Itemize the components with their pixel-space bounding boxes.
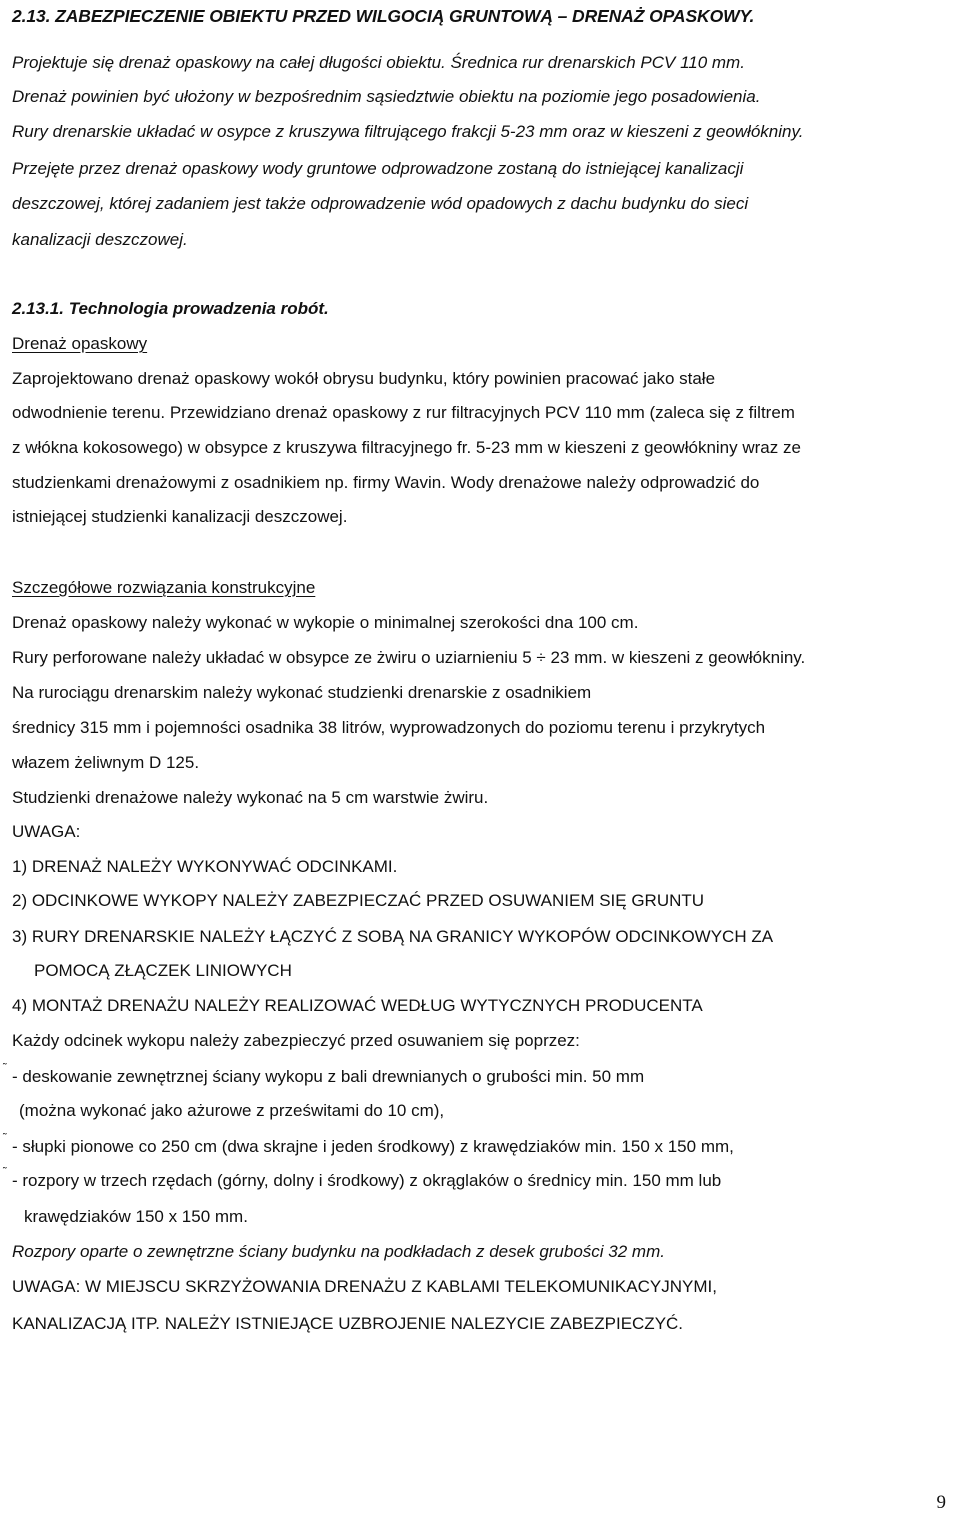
protection-intro: Każdy odcinek wykopu należy zabezpieczyć przed osuwaniem się poprzez: <box>12 1031 580 1050</box>
intro-line-3: Rury drenarskie układać w osypce z kruszywa filtrującego frakcji 5-23 mm oraz w kieszeni z geowłókniny. <box>12 122 804 141</box>
bullet-1-line-1: - deskowanie zewnętrznej ściany wykopu z bali drewnianych o grubości min. 50 mm <box>12 1067 645 1086</box>
closing-line-3: KANALIZACJĄ ITP. NALEŻY ISTNIEJĄCE UZBROJENIE NALEZYCIE ZABEZPIECZYĆ. <box>12 1314 684 1333</box>
detail-line-3: Na rurociągu drenarskim należy wykonać studzienki drenarskie z osadnikiem <box>12 683 592 702</box>
detail-line-5: włazem żeliwnym D 125. <box>12 753 200 772</box>
page-number: 9 <box>936 1492 946 1513</box>
warning-label: UWAGA: <box>12 822 81 841</box>
detail-line-2: Rury perforowane należy układać w obsypce ze żwiru o uziarnieniu 5 ÷ 23 mm. w kieszeni z geowłókniny. <box>12 648 806 667</box>
drain-line-2: odwodnienie terenu. Przewidziano drenaż opaskowy z rur filtracyjnych PCV 110 mm (zaleca się z filtrem <box>12 403 795 422</box>
detail-line-6: Studzienki drenażowe należy wykonać na 5 cm warstwie żwiru. <box>12 788 489 807</box>
drain-line-5: istniejącej studzienki kanalizacji deszczowej. <box>12 507 348 526</box>
bullet-2-line-1: - słupki pionowe co 250 cm (dwa skrajne i jeden środkowy) z krawędziaków min. 150 x 150 mm, <box>12 1137 734 1156</box>
intro-line-5: deszczowej, której zadaniem jest także odprowadzenie wód opadowych z dachu budynku do sieci <box>12 194 749 213</box>
drain-line-1: Zaprojektowano drenaż opaskowy wokół obrysu budynku, który powinien pracować jako stałe <box>12 369 716 388</box>
intro-line-4: Przejęte przez drenaż opaskowy wody gruntowe odprowadzone zostaną do istniejącej kanalizacji <box>12 159 744 178</box>
detail-line-1: Drenaż opaskowy należy wykonać w wykopie o minimalnej szerokości dna 100 cm. <box>12 613 639 632</box>
closing-line-1: Rozpory oparte o zewnętrzne ściany budynku na podkładach z desek grubości 32 mm. <box>12 1242 665 1261</box>
closing-line-2: UWAGA: W MIEJSCU SKRZYŻOWANIA DRENAŻU Z KABLAMI TELEKOMUNIKACYJNYMI, <box>12 1277 717 1296</box>
intro-line-1: Projektuje się drenaż opaskowy na całej długości obiektu. Średnica rur drenarskich PCV 110 mm. <box>12 53 745 72</box>
section-heading: 2.13. ZABEZPIECZENIE OBIEKTU PRZED WILGOCIĄ GRUNTOWĄ – DRENAŻ OPASKOWY. <box>12 6 755 26</box>
warning-item-1: 1) DRENAŻ NALEŻY WYKONYWAĆ ODCINKAMI. <box>12 857 398 876</box>
detail-heading: Szczegółowe rozwiązania konstrukcyjne <box>12 578 316 597</box>
bullet-3-line-1: - rozpory w trzech rzędach (górny, dolny i środkowy) z okrąglaków o średnicy min. 150 mm lub <box>12 1171 722 1190</box>
warning-item-3-continued: POMOCĄ ZŁĄCZEK LINIOWYCH <box>34 961 292 980</box>
intro-line-6: kanalizacji deszczowej. <box>12 230 188 249</box>
bullet-mark-2: ˜ <box>3 1132 7 1144</box>
drain-line-4: studzienkami drenażowymi z osadnikiem np. firmy Wavin. Wody drenażowe należy odprowadzić do <box>12 473 760 492</box>
warning-item-3: 3) RURY DRENARSKIE NALEŻY ŁĄCZYĆ Z SOBĄ NA GRANICY WYKOPÓW ODCINKOWYCH ZA <box>12 927 774 946</box>
drain-line-3: z włókna kokosowego) w obsypce z kruszywa filtracyjnego fr. 5-23 mm w kieszeni z geowłókniny wraz ze <box>12 438 801 457</box>
drain-heading: Drenaż opaskowy <box>12 334 148 353</box>
bullet-1-line-2: (można wykonać jako ażurowe z prześwitami do 10 cm), <box>19 1101 445 1120</box>
bullet-mark-1: ˜ <box>3 1062 7 1074</box>
intro-line-2: Drenaż powinien być ułożony w bezpośrednim sąsiedztwie obiektu na poziomie jego posadowienia. <box>12 87 761 106</box>
subsection-heading: 2.13.1. Technologia prowadzenia robót. <box>12 299 329 318</box>
warning-item-2: 2) ODCINKOWE WYKOPY NALEŻY ZABEZPIECZAĆ PRZED OSUWANIEM SIĘ GRUNTU <box>12 891 705 910</box>
warning-item-4: 4) MONTAŻ DRENAŻU NALEŻY REALIZOWAĆ WEDŁUG WYTYCZNYCH PRODUCENTA <box>12 996 703 1015</box>
detail-line-4: średnicy 315 mm i pojemności osadnika 38 litrów, wyprowadzonych do poziomu terenu i przykrytych <box>12 718 766 737</box>
bullet-mark-3: ˜ <box>3 1166 7 1178</box>
bullet-3-line-2: krawędziaków 150 x 150 mm. <box>24 1207 248 1226</box>
